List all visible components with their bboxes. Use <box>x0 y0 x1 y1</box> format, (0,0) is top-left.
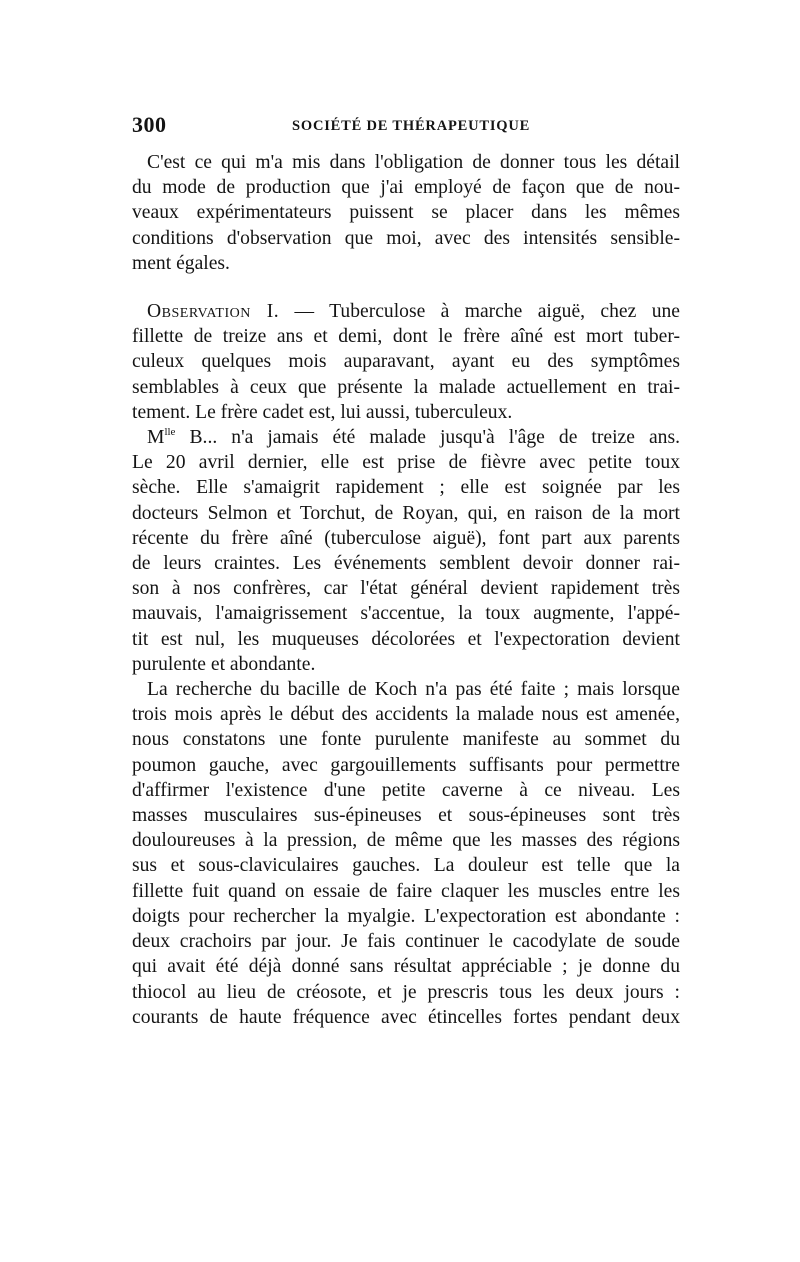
text-line: Le 20 avril dernier, elle est prise de fièvre avec petite toux <box>132 452 680 474</box>
text-line: semblables à ceux que présente la malade actuellement en trai- <box>132 376 680 398</box>
body-text <box>132 150 680 1030</box>
text-line: nous constatons une fonte purulente manifeste au sommet du <box>132 729 680 751</box>
text-line: purulente et abondante. <box>132 653 316 675</box>
text-line: tit est nul, les muqueuses décolorées et l'expectoration devient <box>132 628 680 650</box>
text-line: thiocol au lieu de créosote, et je prescris tous les deux jours : <box>132 981 680 1003</box>
text-line: qui avait été déjà donné sans résultat appréciable ; je donne du <box>132 956 680 978</box>
text-line: deux crachoirs par jour. Je fais continuer le cacodylate de soude <box>132 931 680 953</box>
paragraph-examination <box>132 677 680 1030</box>
text-line: sèche. Elle s'amaigrit rapidement ; elle est soignée par les <box>132 477 680 499</box>
paragraph-observation <box>132 299 680 425</box>
text-line: ment égales. <box>132 252 230 274</box>
text-line-rest: B... n'a jamais été malade jusqu'à l'âge de treize ans. <box>175 427 680 449</box>
text-line: de leurs craintes. Les événements semblent devoir donner rai- <box>132 553 680 575</box>
page-header <box>132 112 680 142</box>
text-line: sus et sous-claviculaires gauches. La douleur est telle que la <box>132 855 680 877</box>
text-line: fillette fuit quand on essaie de faire claquer les muscles entre les <box>132 880 680 902</box>
text-line: poumon gauche, avec gargouillements suffisants pour permettre <box>132 754 680 776</box>
observation-heading: Observation I. <box>147 301 280 323</box>
paragraph-spacer <box>132 276 680 299</box>
page-number: 300 <box>132 112 167 137</box>
text-line-rest: — Tuberculose à marche aiguë, chez une <box>279 301 680 323</box>
running-title: SOCIÉTÉ DE THÉRAPEUTIQUE <box>292 118 531 134</box>
text-line: fillette de treize ans et demi, dont le frère aîné est mort tuber- <box>132 326 680 348</box>
title-abbreviation: M <box>147 427 165 449</box>
text-line: d'affirmer l'existence d'une petite caverne à ce niveau. Les <box>132 779 680 801</box>
paragraph-history <box>132 425 680 677</box>
text-line: docteurs Selmon et Torchut, de Royan, qui, en raison de la mort <box>132 502 680 524</box>
text-line: tement. Le frère cadet est, lui aussi, tuberculeux. <box>132 401 513 423</box>
text-line: douloureuses à la pression, de même que les masses des régions <box>132 830 680 852</box>
text-line: du mode de production que j'ai employé de façon que de nou- <box>132 177 680 199</box>
text-line: mauvais, l'amaigrissement s'accentue, la toux augmente, l'appé- <box>132 603 680 625</box>
text-line: C'est ce qui m'a mis dans l'obligation de donner tous les détail <box>147 152 680 173</box>
text-line: doigts pour rechercher la myalgie. L'expectoration est abondante : <box>132 905 680 927</box>
text-line <box>132 299 680 324</box>
title-abbreviation-superscript: lle <box>164 426 176 439</box>
paragraph-intro <box>132 150 680 276</box>
text-line: conditions d'observation que moi, avec des intensités sensible- <box>132 227 680 249</box>
text-line: La recherche du bacille de Koch n'a pas été faite ; mais lorsque <box>147 679 680 701</box>
text-line: courants de haute fréquence avec étincelles fortes pendant deux <box>132 1006 680 1028</box>
text-line: culeux quelques mois auparavant, ayant eu des symptômes <box>132 351 680 373</box>
text-line: récente du frère aîné (tuberculose aiguë), font part aux parents <box>132 527 680 549</box>
text-line: trois mois après le début des accidents la malade nous est amenée, <box>132 704 680 726</box>
text-line: veaux expérimentateurs puissent se placer dans les mêmes <box>132 202 680 224</box>
text-line <box>132 425 680 450</box>
text-line: son à nos confrères, car l'état général devient rapidement très <box>132 578 680 600</box>
text-line: masses musculaires sus-épineuses et sous-épineuses sont très <box>132 805 680 827</box>
